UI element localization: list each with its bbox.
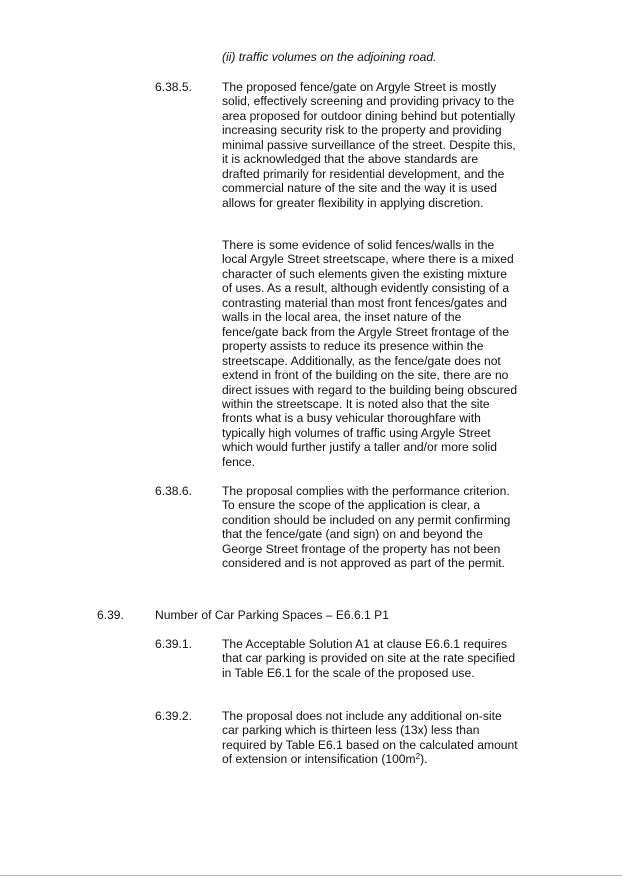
clause-6-39-2-text-main: The proposal does not include any additional on-site car parking which is thirteen less (13x) less than required by Table E6.1 based on the calculated amount of extension or intensification (100m: [222, 709, 518, 767]
clause-6-39-2-text-end: ).: [420, 752, 428, 767]
clause-number-6-38-6: 6.38.6.: [155, 484, 192, 498]
clause-number-6-39-1: 6.39.1.: [155, 637, 192, 651]
clause-number-6-39-2: 6.39.2.: [155, 709, 192, 723]
intro-line: (ii) traffic volumes on the adjoining road.: [222, 50, 437, 64]
clause-6-39-1-text: The Acceptable Solution A1 at clause E6.6.1 requires that car parking is provided on site at the rate specified in Table E6.1 for the scale of the proposed use.: [222, 637, 516, 680]
section-number-6-39: 6.39.: [97, 608, 124, 622]
section-heading-6-39: Number of Car Parking Spaces – E6.6.1 P1: [155, 608, 389, 622]
clause-6-38-5-paragraph-2: There is some evidence of solid fences/walls in the local Argyle Street streetscape, where there is a mixed character of such elements given the existing mixture of uses. As a result, although evidently consisting of a contrasting material than most front fences/gates and walls in the local area, the inset nature of the fence/gate back from the Argyle Street frontage of the property assists to reduce its presence within the streetscape. Additionally, as the fence/gate does not extend in front of the building on the site, there are no direct issues with regard to the building being obscured within the streetscape. It is noted also that the site fronts what is a busy vehicular thoroughfare with typically high volumes of traffic using Argyle Street which would further justify a taller and/or more solid fence.: [222, 238, 518, 469]
superscript-two: 2: [415, 752, 421, 762]
page-bottom-rule: [0, 875, 622, 876]
clause-6-38-6-text: The proposal complies with the performance criterion. To ensure the scope of the application is clear, a condition should be included on any permit confirming that the fence/gate (and sign) on and beyond the George Street frontage of the property has not been considered and is not approved as part of the permit.: [222, 484, 511, 571]
clause-6-39-2-text: [222, 709, 518, 767]
clause-6-38-5-paragraph-1: The proposed fence/gate on Argyle Street is mostly solid, effectively screening and providing privacy to the area proposed for outdoor dining behind but potentially increasing security risk to the property and providing minimal passive surveillance of the street. Despite this, it is acknowledged that the above standards are drafted primarily for residential development, and the commercial nature of the site and the way it is used allows for greater flexibility in applying discretion.: [222, 80, 516, 210]
clause-number-6-38-5: 6.38.5.: [155, 80, 192, 94]
